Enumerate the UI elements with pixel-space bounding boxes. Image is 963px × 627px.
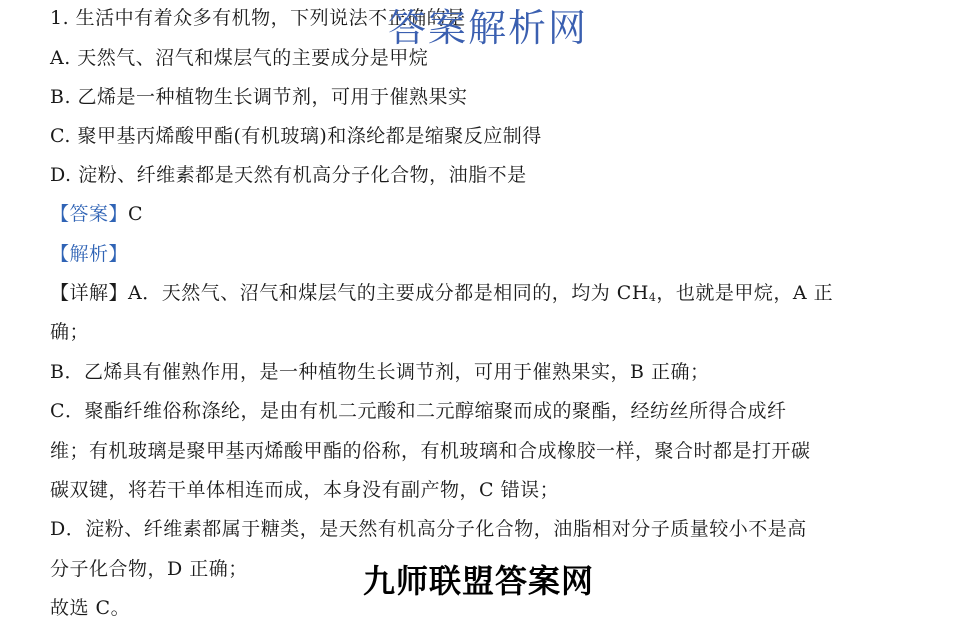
explanation-a-cont: 确； — [50, 321, 90, 343]
explanation-d1: D．淀粉、纤维素都属于糖类，是天然有机高分子化合物，油脂相对分子质量较小不是高 — [50, 518, 807, 540]
option-c: C. 聚甲基丙烯酸甲酯(有机玻璃)和涤纶都是缩聚反应制得 — [50, 125, 542, 147]
explanation-a — [50, 281, 833, 310]
ch4-subscript: 4 — [648, 291, 657, 304]
option-b: B. 乙烯是一种植物生长调节剂，可用于催熟果实 — [50, 86, 468, 108]
watermark-top: 答案解析网 — [388, 6, 589, 50]
explanation-c2: 维；有机玻璃是聚甲基丙烯酸甲酯的俗称，有机玻璃和合成橡胶一样，聚合时都是打开碳 — [50, 440, 811, 462]
option-a: A. 天然气、沼气和煤层气的主要成分是甲烷 — [50, 47, 429, 69]
question-stem: 1. 生活中有着众多有机物，下列说法不正确的是 — [50, 7, 466, 29]
conclusion: 故选 C。 — [50, 597, 131, 619]
explanation-c3: 碳双键，将若干单体相连而成，本身没有副产物，C 错误； — [50, 479, 560, 501]
option-d: D. 淀粉、纤维素都是天然有机高分子化合物，油脂不是 — [50, 164, 527, 186]
answer-value: C — [128, 203, 144, 225]
analysis-label: 【解析】 — [50, 243, 129, 265]
explanation-a-text-end: ，也就是甲烷，A 正 — [656, 282, 834, 304]
answer-label: 【答案】 — [50, 203, 129, 225]
analysis-line — [50, 242, 128, 266]
watermark-bottom: 九师联盟答案网 — [363, 562, 595, 600]
answer-line — [50, 202, 143, 226]
explanation-b: B．乙烯具有催熟作用，是一种植物生长调节剂，可用于催熟果实，B 正确； — [50, 361, 710, 383]
explanation-a-text: A．天然气、沼气和煤层气的主要成分都是相同的，均为 CH — [128, 282, 649, 304]
explanation-c1: C．聚酯纤维俗称涤纶，是由有机二元酸和二元醇缩聚而成的聚酯，经纺丝所得合成纤 — [50, 400, 787, 422]
explanation-label: 【详解】 — [50, 282, 129, 304]
explanation-d2: 分子化合物，D 正确； — [50, 558, 248, 580]
